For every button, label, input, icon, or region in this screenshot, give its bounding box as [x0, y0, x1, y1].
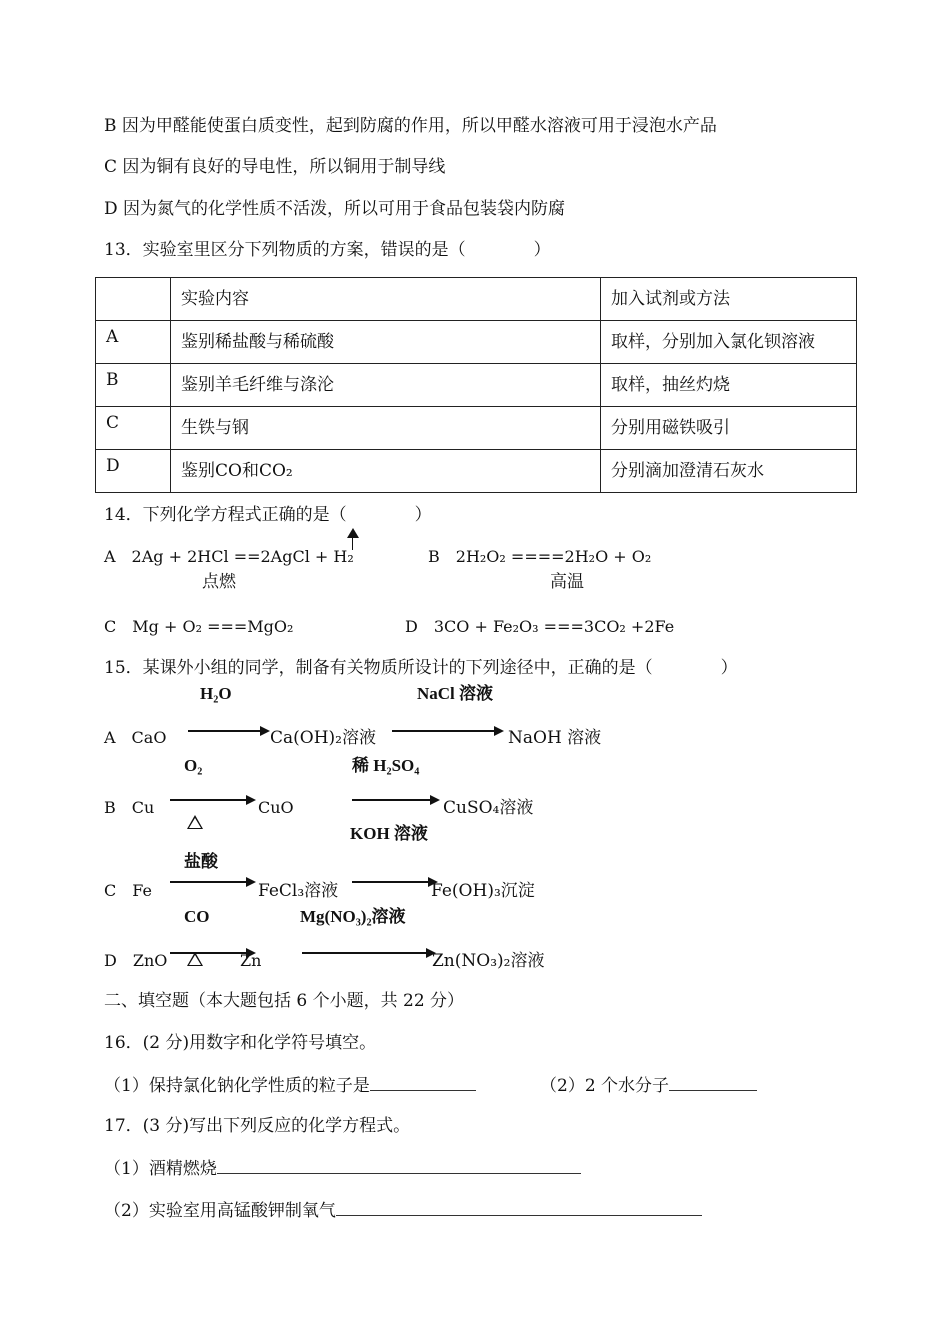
reaction-arrow-icon	[170, 881, 254, 883]
table-cell: C	[96, 407, 171, 450]
q15-a-product-2: NaOH 溶液	[508, 728, 602, 748]
q16-part-1-label: （1）保持氯化钠化学性质的粒子是	[104, 1076, 370, 1096]
table-header-cell	[96, 278, 171, 321]
q12-option-d: D 因为氮气的化学性质不活泼，所以可用于食品包装袋内防腐	[104, 199, 566, 219]
table-row	[96, 407, 857, 450]
q15-c-reagent-2: KOH 溶液	[350, 824, 428, 843]
q15-d-product-1: Zn	[240, 951, 262, 970]
q15-d-reagent-1: CO	[184, 907, 210, 926]
q13-table	[95, 277, 857, 493]
q14-option-b: B 2H₂O₂ ====2H₂O + O₂	[428, 547, 652, 566]
q15-c-start: C Fe	[104, 881, 152, 900]
q12-option-b: B 因为甲醛能使蛋白质变性，起到防腐的作用，所以甲醛水溶液可用于浸泡水产品	[104, 116, 717, 136]
table-cell: 取样，分别加入氯化钡溶液	[601, 321, 857, 364]
q17-part-1	[104, 1157, 581, 1179]
q15-a-start: A CaO	[104, 728, 167, 747]
table-row	[96, 321, 857, 364]
section-title: 二、填空题（本大题包括 6 个小题，共 22 分）	[104, 991, 465, 1011]
heat-triangle-icon	[187, 815, 203, 829]
q16-stem: 16．(2 分)用数字和化学符号填空。	[104, 1033, 377, 1053]
q15-b-product-1: CuO	[258, 798, 294, 817]
reaction-arrow-icon	[352, 799, 438, 801]
q14-option-d: D 3CO + Fe₂O₃ ===3CO₂ +2Fe	[405, 617, 675, 636]
q17-stem: 17．(3 分)写出下列反应的化学方程式。	[104, 1116, 411, 1136]
q15-c-reagent-1: 盐酸	[184, 852, 218, 871]
reaction-arrow-icon	[188, 730, 268, 732]
q15-c-product-2: Fe(OH)₃沉淀	[431, 881, 535, 901]
answer-blank[interactable]	[217, 1157, 581, 1174]
q12-option-c: C 因为铜有良好的导电性，所以铜用于制导线	[104, 157, 446, 177]
table-row	[96, 364, 857, 407]
table-cell: 生铁与钢	[171, 407, 601, 450]
q14-condition-b: 高温	[550, 572, 584, 592]
table-cell: 取样，抽丝灼烧	[601, 364, 857, 407]
q16-part-2-label: （2）2 个水分子	[540, 1076, 670, 1096]
table-cell: 分别滴加澄清石灰水	[601, 450, 857, 493]
q15-a-product-1: Ca(OH)₂溶液	[270, 728, 376, 748]
reaction-arrow-icon	[392, 730, 502, 732]
heat-triangle-icon	[187, 952, 203, 966]
q16-part-2	[540, 1074, 757, 1096]
q15-c-product-1: FeCl₃溶液	[258, 881, 339, 901]
q15-b-reagent-2: 稀 H₂SO₄	[352, 756, 420, 775]
table-cell: A	[96, 321, 171, 364]
q16-part-1	[104, 1074, 476, 1096]
answer-blank[interactable]	[336, 1199, 702, 1216]
table-cell: 鉴别CO和CO₂	[171, 450, 601, 493]
q17-part-2	[104, 1199, 702, 1221]
table-cell: 鉴别稀盐酸与稀硫酸	[171, 321, 601, 364]
q15-b-product-2: CuSO₄溶液	[443, 798, 534, 818]
table-cell: 分别用磁铁吸引	[601, 407, 857, 450]
q14-stem: 14．下列化学方程式正确的是（ ）	[104, 505, 432, 525]
q17-part-2-label: （2）实验室用高锰酸钾制氧气	[104, 1201, 336, 1221]
q15-d-reagent-2: Mg(NO₃)₂溶液	[300, 907, 406, 926]
q14-option-c: C Mg + O₂ ===MgO₂	[104, 617, 294, 636]
q15-d-product-2: Zn(NO₃)₂溶液	[432, 951, 545, 971]
reaction-arrow-icon	[170, 799, 254, 801]
q15-b-reagent-1: O₂	[184, 756, 203, 775]
q15-a-reagent-2: NaCl 溶液	[417, 684, 494, 703]
reaction-arrow-icon	[302, 952, 434, 954]
q13-stem: 13．实验室里区分下列物质的方案，错误的是（ ）	[104, 240, 551, 260]
q17-part-1-label: （1）酒精燃烧	[104, 1159, 217, 1179]
q15-a-reagent-1: H₂O	[200, 684, 232, 703]
reaction-arrow-icon	[352, 881, 436, 883]
table-header-cell: 加入试剂或方法	[601, 278, 857, 321]
table-cell: 鉴别羊毛纤维与涤沦	[171, 364, 601, 407]
gas-arrow-head-icon	[347, 528, 359, 538]
q15-b-start: B Cu	[104, 798, 155, 817]
q15-stem: 15．某课外小组的同学，制备有关物质所设计的下列途径中，正确的是（ ）	[104, 658, 738, 678]
q14-condition-a: 点燃	[202, 572, 236, 592]
table-cell: D	[96, 450, 171, 493]
table-header-row	[96, 278, 857, 321]
answer-blank[interactable]	[669, 1074, 757, 1091]
answer-blank[interactable]	[370, 1074, 476, 1091]
table-cell: B	[96, 364, 171, 407]
q15-d-start: D ZnO	[104, 951, 168, 970]
table-row	[96, 450, 857, 493]
table-header-cell: 实验内容	[171, 278, 601, 321]
q14-option-a: A 2Ag + 2HCl ==2AgCl + H₂	[104, 547, 354, 566]
